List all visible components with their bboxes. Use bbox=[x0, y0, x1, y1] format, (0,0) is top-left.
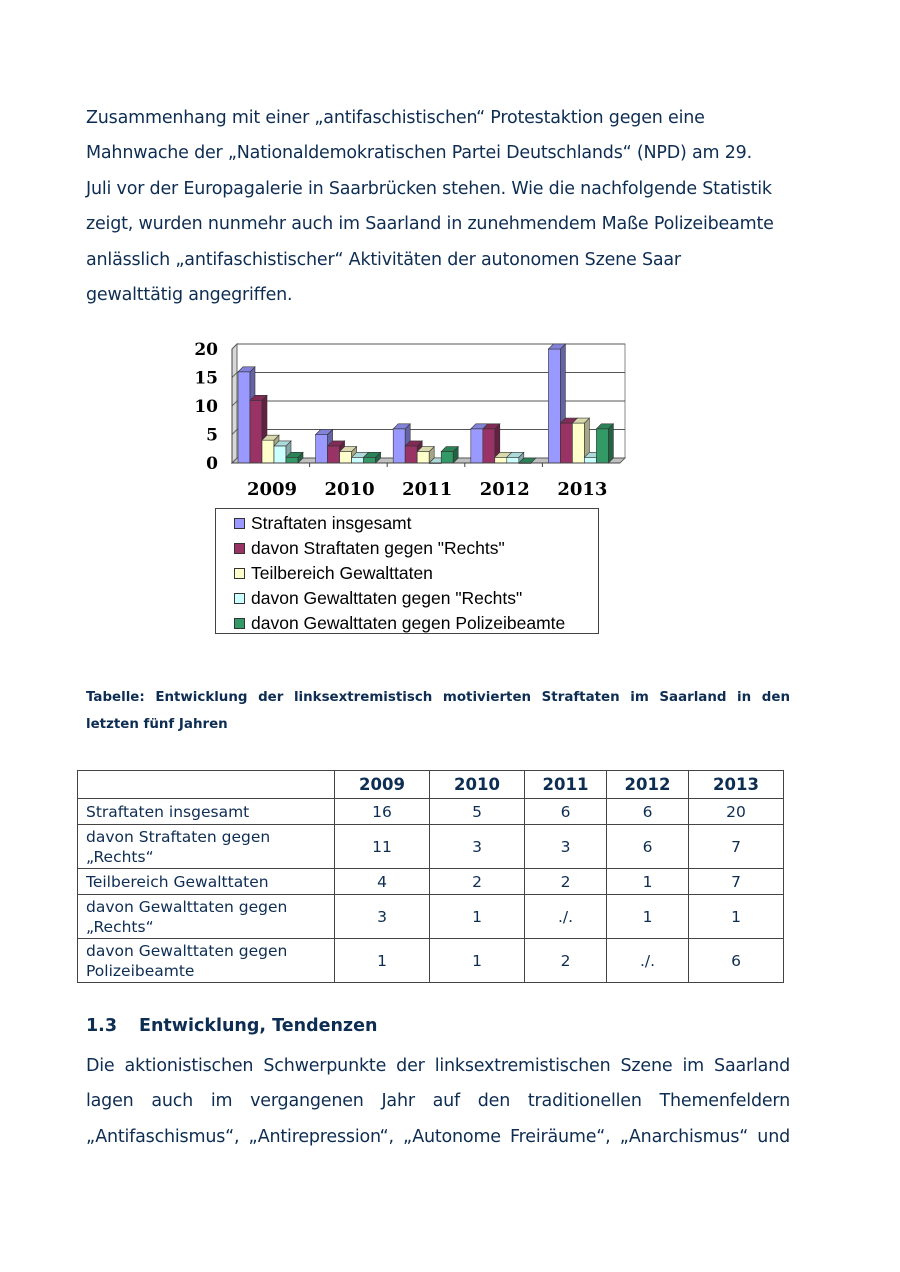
table-cell: 1 bbox=[335, 939, 430, 983]
bar bbox=[548, 349, 560, 463]
intro-line: Zusammenhang mit einer „antifaschistischen“ Protestaktion gegen eine bbox=[86, 108, 705, 128]
bar bbox=[471, 429, 483, 463]
table-header-row bbox=[78, 771, 784, 799]
table-cell: ./. bbox=[525, 895, 607, 939]
table-cell: 6 bbox=[689, 939, 784, 983]
legend-swatch bbox=[234, 593, 245, 604]
table-cell: 6 bbox=[525, 799, 607, 825]
x-tick-label: 2009 bbox=[246, 479, 298, 500]
legend-item bbox=[234, 561, 598, 586]
section-heading bbox=[86, 1016, 377, 1036]
table-cell: 3 bbox=[430, 825, 525, 869]
bar bbox=[393, 429, 405, 463]
table-cell: 1 bbox=[430, 939, 525, 983]
x-tick-label: 2012 bbox=[479, 479, 530, 500]
bar bbox=[572, 423, 584, 463]
table-row bbox=[78, 939, 784, 983]
intro-line: zeigt, wurden nunmehr auch im Saarland in zunehmendem Maße Polizeibeamte bbox=[86, 214, 774, 235]
table-header-cell bbox=[78, 771, 335, 799]
intro-paragraph bbox=[86, 101, 790, 313]
outro-line: lagen auch im vergangenen Jahr auf den traditionellen Themenfeldern bbox=[86, 1091, 790, 1112]
legend-label: davon Straftaten gegen "Rechts" bbox=[251, 538, 505, 558]
x-tick-label: 2013 bbox=[557, 479, 608, 500]
table-cell: 20 bbox=[689, 799, 784, 825]
table-header-cell: 2012 bbox=[607, 771, 689, 799]
table-cell: 7 bbox=[689, 825, 784, 869]
bar bbox=[352, 457, 364, 463]
legend-swatch bbox=[234, 568, 245, 579]
table-cell: ./. bbox=[607, 939, 689, 983]
x-tick-label: 2011 bbox=[402, 479, 453, 500]
legend-swatch bbox=[234, 618, 245, 629]
table-row bbox=[78, 825, 784, 869]
section-title: Entwicklung, Tendenzen bbox=[139, 1016, 378, 1036]
table-row bbox=[78, 869, 784, 895]
bar bbox=[274, 446, 286, 463]
bar bbox=[560, 423, 572, 463]
y-tick-label: 15 bbox=[194, 368, 218, 389]
statistics-table bbox=[77, 770, 784, 983]
bar bbox=[507, 457, 519, 463]
table-cell: 6 bbox=[607, 799, 689, 825]
bar-chart bbox=[180, 335, 640, 505]
table-cell: 1 bbox=[607, 895, 689, 939]
table-row bbox=[78, 799, 784, 825]
row-label: davon Gewalttaten gegen „Rechts“ bbox=[78, 895, 335, 939]
legend-item bbox=[234, 586, 598, 611]
y-tick-label: 20 bbox=[194, 340, 218, 360]
table-cell: 11 bbox=[335, 825, 430, 869]
table-header-cell: 2010 bbox=[430, 771, 525, 799]
bar bbox=[316, 435, 328, 464]
row-label: Straftaten insgesamt bbox=[78, 799, 335, 825]
bar bbox=[250, 400, 262, 463]
table-header-cell: 2009 bbox=[335, 771, 430, 799]
bar bbox=[584, 457, 596, 463]
y-tick-label: 5 bbox=[206, 425, 218, 446]
bar bbox=[340, 452, 352, 463]
y-tick-label: 0 bbox=[206, 454, 218, 474]
table-row bbox=[78, 895, 784, 939]
legend-item bbox=[234, 511, 598, 536]
bar bbox=[495, 457, 507, 463]
outro-line: „Antifaschismus“, „Antirepression“, „Autonome Freiräume“, „Anarchismus“ und bbox=[86, 1126, 790, 1147]
table-cell: 7 bbox=[689, 869, 784, 895]
bar bbox=[262, 440, 274, 463]
outro-line: Die aktionistischen Schwerpunkte der linksextremistischen Szene im Saarland bbox=[86, 1056, 790, 1076]
table-cell: 3 bbox=[335, 895, 430, 939]
table-cell: 5 bbox=[430, 799, 525, 825]
legend-label: Teilbereich Gewalttaten bbox=[251, 563, 433, 583]
bar bbox=[364, 457, 376, 463]
outro-paragraph bbox=[86, 1049, 790, 1155]
bar-side bbox=[608, 424, 613, 463]
chart-legend bbox=[215, 508, 599, 634]
bar bbox=[328, 446, 340, 463]
legend-label: davon Gewalttaten gegen "Rechts" bbox=[251, 588, 523, 608]
section-number: 1.3 bbox=[86, 1016, 118, 1036]
table-cell: 1 bbox=[689, 895, 784, 939]
bar bbox=[441, 452, 453, 463]
x-tick-label: 2010 bbox=[324, 479, 375, 500]
intro-line: Mahnwache der „Nationaldemokratischen Partei Deutschlands“ (NPD) am 29. bbox=[86, 143, 752, 164]
legend-label: davon Gewalttaten gegen Polizeibeamte bbox=[251, 613, 566, 633]
table-cell: 1 bbox=[430, 895, 525, 939]
table-header-cell: 2013 bbox=[689, 771, 784, 799]
row-label: davon Gewalttaten gegen Polizeibeamte bbox=[78, 939, 335, 983]
intro-line: Juli vor der Europagalerie in Saarbrücken stehen. Wie die nachfolgende Statistik bbox=[86, 178, 772, 199]
table-cell: 1 bbox=[607, 869, 689, 895]
table-header-cell: 2011 bbox=[525, 771, 607, 799]
bar bbox=[417, 452, 429, 463]
legend-item bbox=[234, 611, 598, 636]
intro-line: anlässlich „antifaschistischer“ Aktivitäten der autonomen Szene Saar bbox=[86, 249, 681, 270]
legend-item bbox=[234, 536, 598, 561]
table-cell: 3 bbox=[525, 825, 607, 869]
bar bbox=[286, 457, 298, 463]
intro-line: gewalttätig angegriffen. bbox=[86, 285, 293, 306]
bar bbox=[405, 446, 417, 463]
table-cell: 2 bbox=[525, 869, 607, 895]
table-cell: 2 bbox=[430, 869, 525, 895]
legend-label: Straftaten insgesamt bbox=[251, 513, 412, 533]
row-label: Teilbereich Gewalttaten bbox=[78, 869, 335, 895]
legend-swatch bbox=[234, 518, 245, 529]
bar bbox=[596, 429, 608, 463]
bar bbox=[483, 429, 495, 463]
table-cell: 16 bbox=[335, 799, 430, 825]
legend-swatch bbox=[234, 543, 245, 554]
table-caption: Tabelle: Entwicklung der linksextremistisch motivierten Straftaten im Saarland in den letzten fünf Jahren bbox=[86, 690, 790, 732]
table-cell: 2 bbox=[525, 939, 607, 983]
bar bbox=[238, 372, 250, 463]
table-cell: 6 bbox=[607, 825, 689, 869]
row-label: davon Straftaten gegen „Rechts“ bbox=[78, 825, 335, 869]
y-tick-label: 10 bbox=[194, 397, 218, 417]
table-cell: 4 bbox=[335, 869, 430, 895]
